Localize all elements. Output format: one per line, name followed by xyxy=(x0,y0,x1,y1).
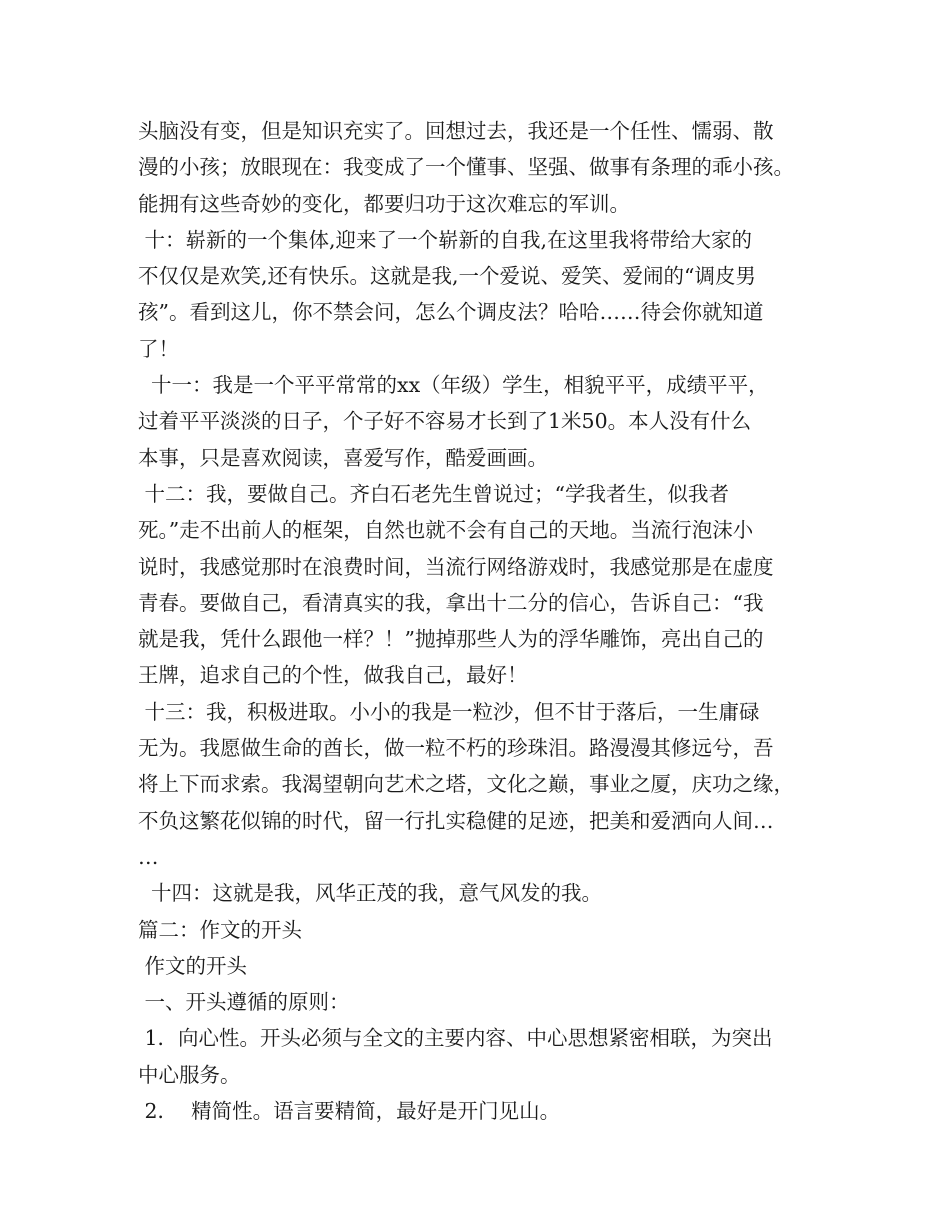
text-line: 十四：这就是我，风华正茂的我，意气风发的我。 xyxy=(138,881,603,906)
text-line: 十三：我，积极进取。小小的我是一粒沙，但不甘于落后，一生庸碌 xyxy=(138,699,760,724)
text-line: 1．向心性。开头必须与全文的主要内容、中心思想紧密相联，为突出 xyxy=(138,1026,773,1051)
text-line: 本事，只是喜欢阅读，喜爱写作，酷爱画画。 xyxy=(138,445,548,470)
document-body xyxy=(138,113,828,1129)
text-line: 头脑没有变，但是知识充实了。回想过去，我还是一个任性、懦弱、散 xyxy=(138,119,774,143)
text-line: 无为。我愿做生命的酋长，做一粒不朽的珍珠泪。路漫漫其修远兮，吾 xyxy=(138,736,774,761)
text-line: 漫的小孩；放眼现在：我变成了一个懂事、坚强、做事有条理的乖小孩。 xyxy=(138,155,794,180)
text-line: 十一：我是一个平平常常的xx（年级）学生，相貌平平，成绩平平， xyxy=(138,373,769,398)
text-line: 过着平平淡淡的日子，个子好不容易才长到了1米50。本人没有什么 xyxy=(138,409,752,434)
text-line: … xyxy=(138,844,159,869)
text-line: 了！ xyxy=(138,336,179,361)
text-line: 十二：我，要做自己。齐白石老先生曾说过；“学我者生，似我者 xyxy=(138,481,729,506)
text-line: 孩”。看到这儿，你不禁会问，怎么个调皮法？哈哈……待会你就知道 xyxy=(138,300,764,325)
text-line: 十：崭新的一个集体,迎来了一个崭新的自我,在这里我将带给大家的 xyxy=(138,227,753,252)
text-line: 王牌，追求自己的个性，做我自己，最好！ xyxy=(138,663,528,688)
text-line: 将上下而求索。我渴望朝向艺术之塔，文化之巅，事业之厦，庆功之缘， xyxy=(138,772,794,797)
text-line: 中心服务。 xyxy=(138,1062,241,1087)
text-line: 一、开头遵循的原则： xyxy=(138,990,350,1015)
text-line: 不负这繁花似锦的时代，留一行扎实稳健的足迹，把美和爱洒向人间… xyxy=(138,808,774,833)
text-line: 2． 精简性。语言要精简，最好是开门见山。 xyxy=(138,1099,561,1124)
subsection-title: 作文的开头 xyxy=(138,953,248,978)
text-line: 死。”走不出前人的框架，自然也就不会有自己的天地。当流行泡沫小 xyxy=(138,518,754,543)
text-line: 说时，我感觉那时在浪费时间，当流行网络游戏时，我感觉那是在虚度 xyxy=(138,554,774,579)
section-heading: 篇二：作文的开头 xyxy=(138,917,302,942)
text-line: 青春。要做自己，看清真实的我，拿出十二分的信心，告诉自己：“我 xyxy=(138,590,764,615)
text-line: 不仅仅是欢笑,还有快乐。这就是我,一个爱说、爱笑、爱闹的“调皮男 xyxy=(138,264,757,289)
text-line: 就是我，凭什么跟他一样？！”抛掉那些人为的浮华雕饰，亮出自己的 xyxy=(138,627,764,652)
text-line: 能拥有这些奇妙的变化，都要归功于这次难忘的军训。 xyxy=(138,191,630,216)
